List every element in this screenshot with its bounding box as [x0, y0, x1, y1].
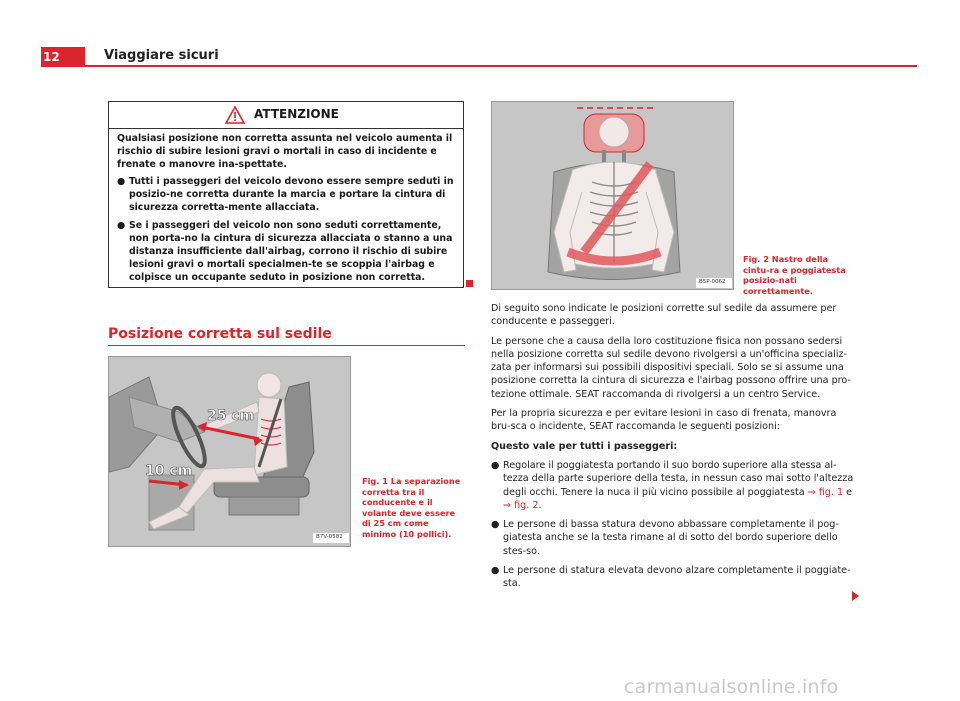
figure-1-driver-seat — [108, 356, 351, 547]
section-rule — [108, 345, 465, 346]
paragraph: Per la propria sicurezza e per evitare lesioni in caso di frenata, manovra bru-sca o incidente, SEAT raccomanda le seguenti posizioni: — [491, 408, 837, 433]
warning-header — [109, 102, 463, 129]
header-rule — [85, 65, 917, 67]
figure-1-link[interactable]: ⇒ fig. 1 — [807, 486, 844, 498]
section-title: Posizione corretta sul sedile — [108, 326, 332, 342]
subheading: Questo vale per tutti i passeggeri: — [491, 440, 678, 452]
body-text — [491, 302, 856, 597]
watermark: carmanualsonline.info — [624, 676, 839, 698]
figure-2-belt-headrest — [491, 101, 734, 290]
bullet-icon: ● — [491, 519, 500, 531]
period: . — [538, 499, 542, 511]
list-item — [491, 518, 856, 558]
belt-headrest-illustration — [492, 102, 734, 290]
bullet-icon: ● — [491, 459, 500, 471]
warning-bullet-text: Se i passeggeri del veicolo non sono seduti correttamente, non porta-no la cintura di sicurezza allacciata o stanno a una distanza insufficiente dall'airbag, corrono il rischio di subire lesioni gravi o mortali specialmen-te se scoppia l'airbag e colpisce un occupante seduto in posizione non corretta. — [129, 219, 453, 283]
list-item-text: Le persone di bassa statura devono abbassare completamente il pog-giatesta anche se la testa rimane al di sotto del bordo superiore dello stes-so. — [503, 519, 839, 557]
list-item — [491, 564, 856, 591]
figure-2-caption: Fig. 2 Nastro della cintu-ra e poggiatesta posizio-nati correttamente. — [743, 254, 846, 296]
list-item-body: Regolare il poggiatesta portando il suo bordo superiore alla stessa al-tezza della parte superiore della testa, in nessun caso mai sotto l'altezza degli occhi. Tenere la nuca il più vicino possibile al poggiatesta — [503, 459, 854, 498]
continue-arrow-icon — [852, 591, 859, 601]
driver-seat-illustration — [109, 357, 351, 547]
paragraph: Le persone che a causa della loro costituzione fisica non possano sedersi nella posizione corretta sul sedile devono rivolgersi a un'officina specializ-zata per informarsi sui possibili dispositivi speciali. Solo se si assume una posizione corretta la cintura di sicurezza e l'airbag possono offrire una pro-tezione ottimale. SEAT raccomanda di rivolgersi a un centro Service. — [491, 335, 851, 400]
page-number: 12 — [41, 47, 85, 67]
page-header-title: Viaggiare sicuri — [104, 48, 219, 63]
distance-label-25cm: 25 cm — [207, 408, 255, 424]
warning-bullet — [117, 219, 457, 284]
warning-bullet-text: Tutti i passeggeri del veicolo devono essere sempre seduti in posizio-ne corretta durante la marcia e portare la cintura di sicurezza corretta-mente allacciata. — [129, 176, 454, 214]
warning-body — [117, 132, 457, 288]
figure-1-caption: Fig. 1 La separazione corretta tra il conducente e il volante deve essere di 25 cm come minimo (10 pollici). — [362, 476, 461, 539]
figure-2-link[interactable]: ⇒ fig. 2 — [503, 499, 539, 511]
warning-triangle-icon — [225, 106, 245, 124]
distance-label-10cm: 10 cm — [145, 463, 193, 479]
warning-bullet — [117, 175, 457, 214]
list-item-text: Le persone di statura elevata devono alzare completamente il poggiate-sta. — [503, 565, 851, 590]
list-item-text — [503, 459, 856, 512]
figure-code: B5P-0062 — [699, 279, 726, 285]
warning-intro: Qualsiasi posizione non corretta assunta nel veicolo aumenta il rischio di subire lesioni gravi o mortali in caso di incidente e frenate o manovre ina-spettate. — [117, 133, 453, 171]
figure-code: B7V-0582 — [316, 534, 343, 540]
section-end-square-icon — [466, 280, 473, 287]
warning-title: ATTENZIONE — [254, 107, 339, 121]
bullet-icon: ● — [491, 565, 500, 577]
bullet-icon: ● — [117, 219, 126, 231]
bullet-icon: ● — [117, 176, 126, 188]
list-item — [491, 459, 856, 512]
warning-box — [108, 101, 464, 288]
paragraph: Di seguito sono indicate le posizioni corrette sul sedile da assumere per conducente e passeggeri. — [491, 303, 837, 328]
conjunction: e — [843, 486, 853, 498]
